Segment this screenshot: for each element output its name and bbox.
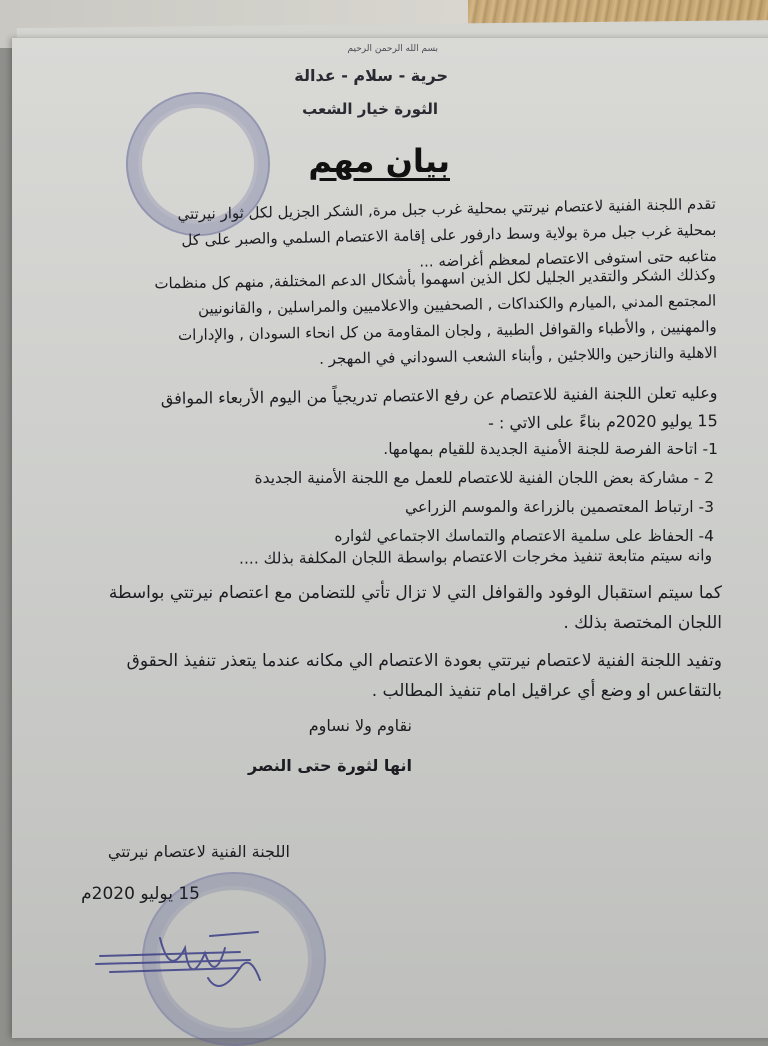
- text-line: تقدم اللجنة الفنية لاعتصام نيرتتي بمحلية غرب جبل مرة, الشكر الجزيل لكل ثوار نيرتتي: [176, 194, 716, 224]
- text-line: والمهنيين , والأطباء والقوافل الطبية , ولجان المقاومة من كل انحاء السودان , والإدارات: [177, 317, 717, 345]
- text-line: كما سيتم استقبال الوفود والقوافل التي لا تزال تأتي للتضامن مع اعتصام نيرتتي بواسطة: [108, 583, 722, 603]
- handwritten-signature: [90, 918, 290, 1008]
- text-line: بمحلية غرب جبل مرة بولاية وسط دارفور على إقامة الاعتصام السلمي والصبر على كل: [180, 220, 717, 250]
- text-line: 15 يوليو 2020م بناءً على الاتي : -: [488, 411, 719, 433]
- text-line: المجتمع المدني ,الميارم والكنداكات , الصحفيين والاعلاميين والمراسلين , والقانونيين: [197, 291, 716, 318]
- basmala-header: بسم الله الرحمن الرحيم: [347, 44, 438, 54]
- document-title: بيان مهم: [308, 142, 450, 180]
- subslogan-header: الثورة خيار الشعب: [302, 100, 438, 118]
- paragraph-follow-up: وانه سيتم متابعة تنفيذ مخرجات الاعتصام بواسطة اللجان المكلفة بذلك ....: [238, 546, 713, 568]
- paragraph-return-warning: [127, 646, 722, 706]
- text-line: اللجان المختصة بذلك .: [563, 613, 722, 633]
- text-line: وكذلك الشكر والتقدير الجليل لكل الذين اسهموا بأشكال الدعم المختلفة, منهم كل منظمات: [153, 265, 716, 293]
- paragraph-thanks-supporters: [154, 262, 717, 375]
- document-date: 15 يوليو 2020م: [81, 884, 200, 904]
- paragraph-announcement: [161, 379, 718, 441]
- list-item: 2 - مشاركة بعض اللجان الفنية للاعتصام للعمل مع اللجنة الأمنية الجديدة: [254, 469, 714, 487]
- list-item: 4- الحفاظ على سلمية الاعتصام والتماسك الاجتماعي لثواره: [334, 527, 714, 545]
- closing-motto: نقاوم ولا نساوم: [308, 716, 412, 735]
- reasons-list: [254, 435, 718, 551]
- closing-motto-revolution: انها لثورة حتى النصر: [248, 756, 412, 775]
- text-line: متاعبه حتى استوفى الاعتصام لمعظم أغراضه ...: [418, 246, 717, 271]
- text-line: وعليه تعلن اللجنة الفنية للاعتصام عن رفع الاعتصام تدريجياً من اليوم الأربعاء الموافق: [161, 383, 718, 408]
- list-item: 3- ارتباط المعتصمين بالزراعة والموسم الزراعي: [405, 498, 714, 516]
- signatory-name: اللجنة الفنية لاعتصام نيرتتي: [107, 842, 290, 861]
- text-line: بالتقاعس او وضع أي عراقيل امام تنفيذ المطالب .: [371, 681, 722, 701]
- paragraph-delegations: [109, 578, 722, 638]
- list-item: 1- اتاحة الفرصة للجنة الأمنية الجديدة للقيام بمهامها.: [383, 440, 718, 458]
- text-line: وتفيد اللجنة الفنية لاعتصام نيرتتي بعودة الاعتصام الي مكانه عندما يتعذر تنفيذ الحقوق: [126, 651, 722, 671]
- slogan-header: حرية - سلام - عدالة: [294, 66, 448, 85]
- text-line: الاهلية والنازحين واللاجئين , وأبناء الشعب السوداني في المهجر .: [318, 343, 717, 368]
